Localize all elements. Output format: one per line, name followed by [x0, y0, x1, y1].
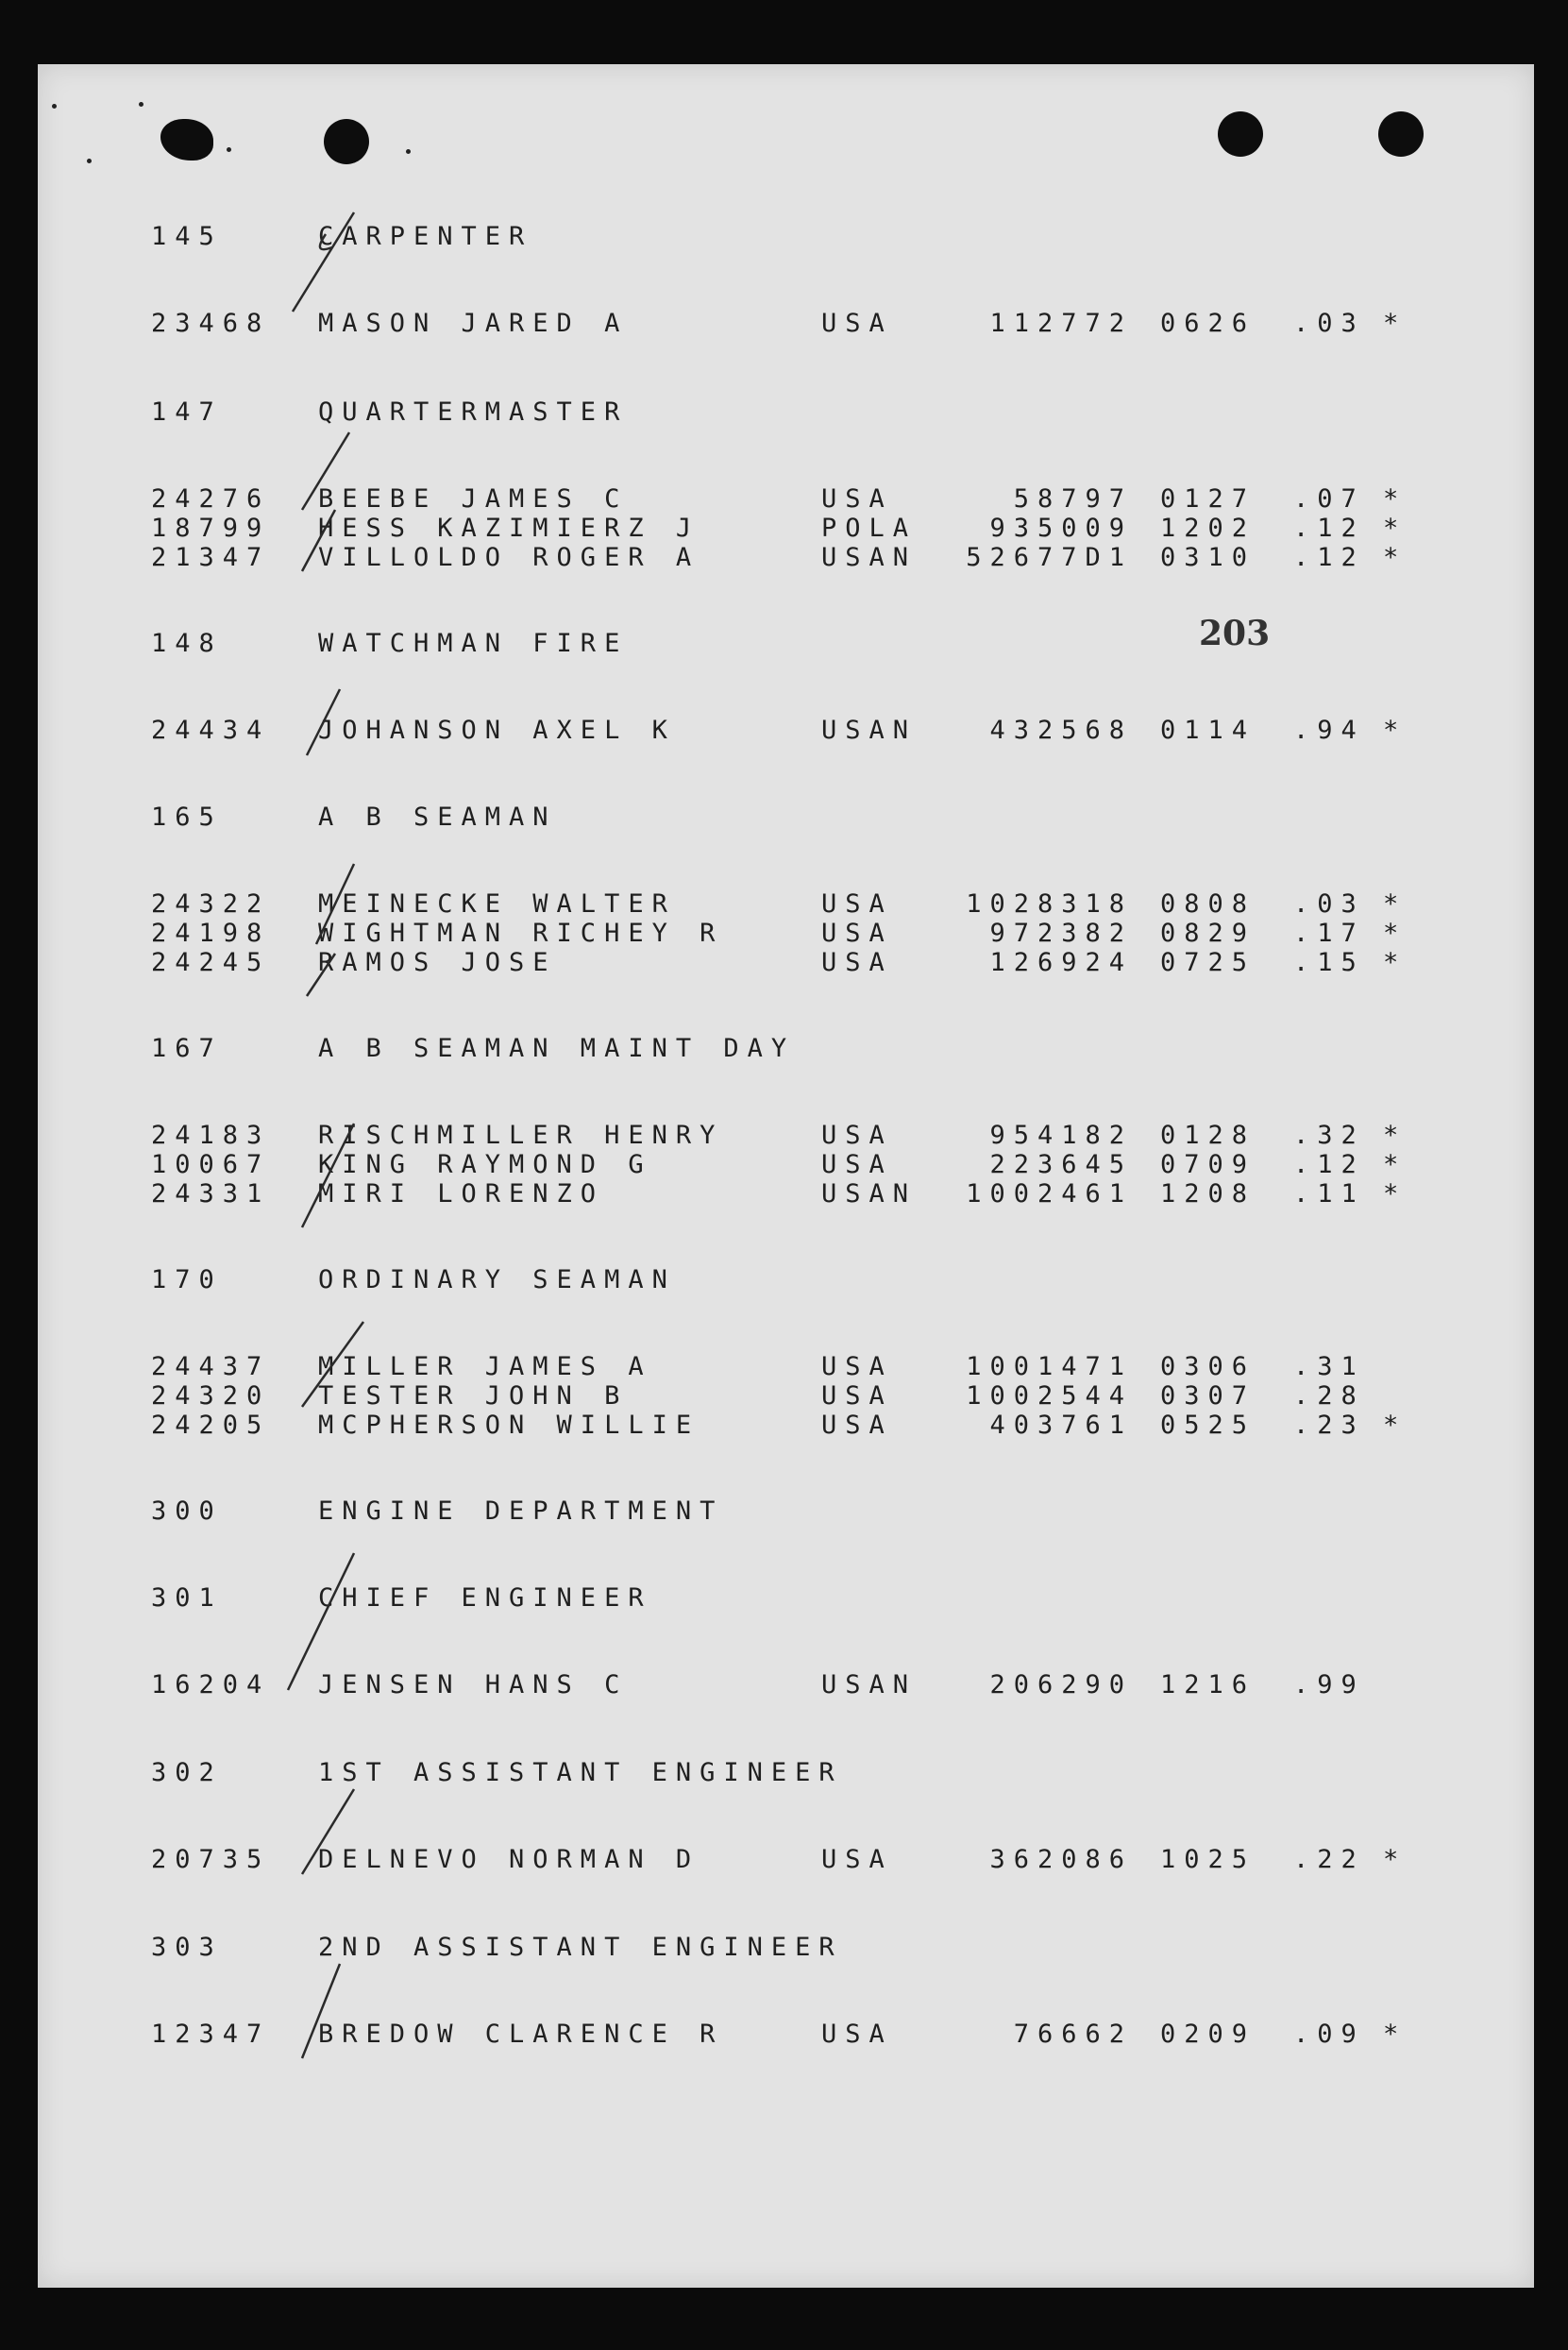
- citizenship: USAN: [821, 1179, 918, 1209]
- citizenship: USA: [821, 484, 893, 514]
- citizenship: USA: [821, 1411, 893, 1440]
- asterisk-mark: *: [1383, 716, 1408, 745]
- crew-name: HESS KAZIMIERZ J: [318, 514, 700, 543]
- crew-id: 24205: [151, 1411, 271, 1440]
- document-number: 76662: [1013, 2020, 1133, 2049]
- section-code: 147: [151, 397, 223, 427]
- crew-name: MCPHERSON WILLIE: [318, 1411, 700, 1440]
- rate-value: .03: [1293, 889, 1365, 919]
- crew-id: 18799: [151, 514, 271, 543]
- crew-name: RAMOS JOSE: [318, 948, 557, 977]
- rate-value: .12: [1293, 543, 1365, 572]
- rating-code: 0829: [1160, 919, 1256, 948]
- asterisk-mark: *: [1383, 1845, 1408, 1874]
- section-code: 145: [151, 222, 223, 251]
- rating-code: 1208: [1160, 1179, 1256, 1209]
- section-title: CARPENTER: [318, 222, 533, 251]
- document-number: 126924: [989, 948, 1133, 977]
- crew-id: 24331: [151, 1179, 271, 1209]
- citizenship: POLA: [821, 514, 918, 543]
- rating-code: 0709: [1160, 1150, 1256, 1179]
- rating-code: 1216: [1160, 1670, 1256, 1699]
- section-code: 300: [151, 1496, 223, 1526]
- section-code: 301: [151, 1583, 223, 1613]
- crew-id: 24320: [151, 1381, 271, 1411]
- asterisk-mark: *: [1383, 1150, 1408, 1179]
- crew-id: 24245: [151, 948, 271, 977]
- asterisk-mark: *: [1383, 484, 1408, 514]
- section-title: QUARTERMASTER: [318, 397, 629, 427]
- crew-name: BEEBE JAMES C: [318, 484, 629, 514]
- citizenship: USA: [821, 1121, 893, 1150]
- section-title: ENGINE DEPARTMENT: [318, 1496, 724, 1526]
- crew-id: 24183: [151, 1121, 271, 1150]
- crew-name: MIRI LORENZO: [318, 1179, 605, 1209]
- crew-name: MASON JARED A: [318, 309, 629, 338]
- rating-code: 0725: [1160, 948, 1256, 977]
- rate-value: .15: [1293, 948, 1365, 977]
- asterisk-mark: *: [1383, 919, 1408, 948]
- crew-name: BREDOW CLARENCE R: [318, 2020, 724, 2049]
- section-code: 148: [151, 629, 223, 658]
- citizenship: USA: [821, 1845, 893, 1874]
- crew-id: 24434: [151, 716, 271, 745]
- citizenship: USAN: [821, 1670, 918, 1699]
- citizenship: USA: [821, 309, 893, 338]
- document-number: 954182: [989, 1121, 1133, 1150]
- crew-name: DELNEVO NORMAN D: [318, 1845, 700, 1874]
- section-title: WATCHMAN FIRE: [318, 629, 629, 658]
- citizenship: USAN: [821, 543, 918, 572]
- crew-name: MILLER JAMES A: [318, 1352, 652, 1381]
- section-code: 302: [151, 1758, 223, 1787]
- crew-id: 24437: [151, 1352, 271, 1381]
- crew-name: VILLOLDO ROGER A: [318, 543, 700, 572]
- crew-id: 10067: [151, 1150, 271, 1179]
- rating-code: 0306: [1160, 1352, 1256, 1381]
- crew-name: JENSEN HANS C: [318, 1670, 629, 1699]
- document-number: 403761: [989, 1411, 1133, 1440]
- asterisk-mark: *: [1383, 1411, 1408, 1440]
- rating-code: 1025: [1160, 1845, 1256, 1874]
- section-title: ORDINARY SEAMAN: [318, 1265, 676, 1294]
- section-title: CHIEF ENGINEER: [318, 1583, 652, 1613]
- crew-id: 24198: [151, 919, 271, 948]
- section-title: 1ST ASSISTANT ENGINEER: [318, 1758, 843, 1787]
- crew-name: KING RAYMOND G: [318, 1150, 652, 1179]
- rate-value: .28: [1293, 1381, 1365, 1411]
- asterisk-mark: *: [1383, 309, 1408, 338]
- asterisk-mark: *: [1383, 889, 1408, 919]
- crew-name: MEINECKE WALTER: [318, 889, 676, 919]
- citizenship: USA: [821, 1150, 893, 1179]
- asterisk-mark: *: [1383, 514, 1408, 543]
- rating-code: 0128: [1160, 1121, 1256, 1150]
- asterisk-mark: *: [1383, 2020, 1408, 2049]
- section-title: A B SEAMAN: [318, 803, 557, 832]
- document-number: 972382: [989, 919, 1133, 948]
- rate-value: .22: [1293, 1845, 1365, 1874]
- crew-id: 16204: [151, 1670, 271, 1699]
- rate-value: .23: [1293, 1411, 1365, 1440]
- crew-name: WIGHTMAN RICHEY R: [318, 919, 724, 948]
- section-code: 165: [151, 803, 223, 832]
- rating-code: 0127: [1160, 484, 1256, 514]
- section-title: A B SEAMAN MAINT DAY: [318, 1034, 796, 1063]
- crew-id: 21347: [151, 543, 271, 572]
- rate-value: .12: [1293, 1150, 1365, 1179]
- asterisk-mark: *: [1383, 1179, 1408, 1209]
- rating-code: 0626: [1160, 309, 1256, 338]
- rating-code: 1202: [1160, 514, 1256, 543]
- rating-code: 0114: [1160, 716, 1256, 745]
- crew-id: 24322: [151, 889, 271, 919]
- section-title: 2ND ASSISTANT ENGINEER: [318, 1933, 843, 1962]
- document-number: 58797: [1013, 484, 1133, 514]
- asterisk-mark: *: [1383, 1121, 1408, 1150]
- rate-value: .31: [1293, 1352, 1365, 1381]
- rate-value: .99: [1293, 1670, 1365, 1699]
- citizenship: USAN: [821, 716, 918, 745]
- rate-value: .07: [1293, 484, 1365, 514]
- rate-value: .32: [1293, 1121, 1365, 1150]
- crew-name: TESTER JOHN B: [318, 1381, 629, 1411]
- citizenship: USA: [821, 948, 893, 977]
- document-number: 935009: [989, 514, 1133, 543]
- document-number: 1028318: [966, 889, 1133, 919]
- rating-code: 0808: [1160, 889, 1256, 919]
- document-number: 206290: [989, 1670, 1133, 1699]
- citizenship: USA: [821, 919, 893, 948]
- section-code: 303: [151, 1933, 223, 1962]
- document-number: 1002544: [966, 1381, 1133, 1411]
- rate-value: .12: [1293, 514, 1365, 543]
- asterisk-mark: *: [1383, 948, 1408, 977]
- crew-name: JOHANSON AXEL K: [318, 716, 676, 745]
- document-number: 362086: [989, 1845, 1133, 1874]
- rating-code: 0307: [1160, 1381, 1256, 1411]
- rate-value: .09: [1293, 2020, 1365, 2049]
- asterisk-mark: *: [1383, 543, 1408, 572]
- crew-id: 20735: [151, 1845, 271, 1874]
- rating-code: 0310: [1160, 543, 1256, 572]
- rate-value: .94: [1293, 716, 1365, 745]
- crew-id: 23468: [151, 309, 271, 338]
- document-number: 432568: [989, 716, 1133, 745]
- document-number: 112772: [989, 309, 1133, 338]
- rating-code: 0209: [1160, 2020, 1256, 2049]
- section-code: 170: [151, 1265, 223, 1294]
- section-code: 167: [151, 1034, 223, 1063]
- citizenship: USA: [821, 1381, 893, 1411]
- rate-value: .17: [1293, 919, 1365, 948]
- citizenship: USA: [821, 2020, 893, 2049]
- page-stamp-number: 203: [1199, 614, 1271, 653]
- crew-name: RISCHMILLER HENRY: [318, 1121, 724, 1150]
- citizenship: USA: [821, 889, 893, 919]
- document-number: 1002461: [966, 1179, 1133, 1209]
- document-number: 1001471: [966, 1352, 1133, 1381]
- crew-id: 24276: [151, 484, 271, 514]
- crew-id: 12347: [151, 2020, 271, 2049]
- document-number: 52677D1: [966, 543, 1133, 572]
- rate-value: .03: [1293, 309, 1365, 338]
- rating-code: 0525: [1160, 1411, 1256, 1440]
- citizenship: USA: [821, 1352, 893, 1381]
- document-number: 223645: [989, 1150, 1133, 1179]
- rate-value: .11: [1293, 1179, 1365, 1209]
